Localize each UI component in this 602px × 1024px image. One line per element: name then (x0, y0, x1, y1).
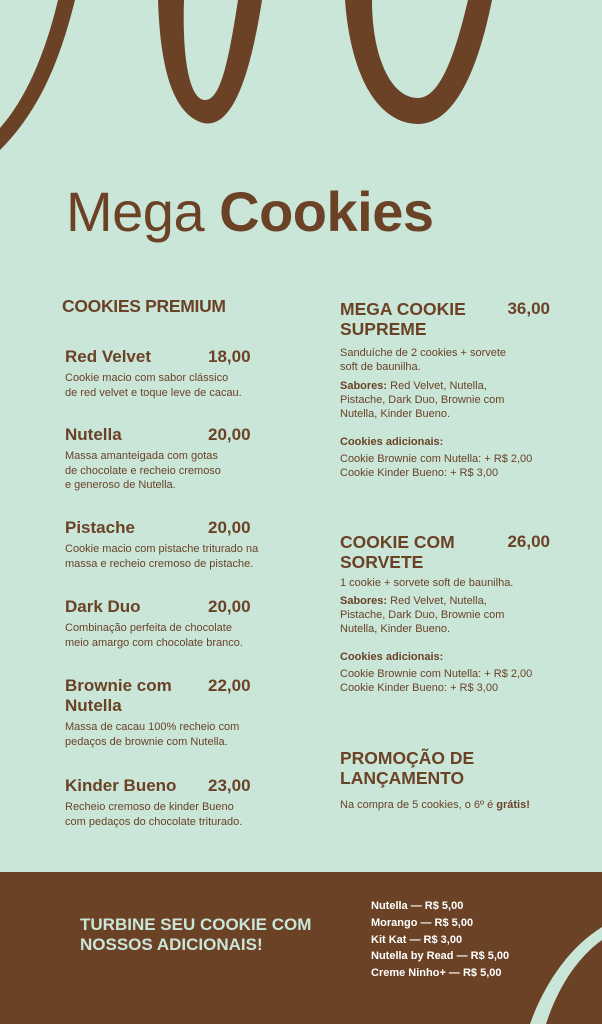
item-desc-line: Recheio cremoso de kinder Bueno (65, 801, 234, 813)
desc-line: 1 cookie + sorvete soft de baunilha. (340, 577, 514, 589)
promo-text-bold: grátis! (496, 799, 530, 811)
menu-item (65, 425, 265, 493)
footer-banner (0, 872, 602, 1024)
item-desc-line: Combinação perfeita de chocolate (65, 622, 232, 634)
item-name: Pistache (65, 518, 135, 537)
promo-section (340, 748, 550, 812)
item-price: 18,00 (208, 347, 251, 366)
item-desc-line: de chocolate e recheio cremoso (65, 464, 221, 477)
menu-item (65, 518, 265, 571)
item-price: 20,00 (208, 425, 251, 444)
menu-item (65, 776, 265, 829)
item-name: Dark Duo (65, 597, 141, 616)
item-name: Red Velvet (65, 347, 151, 366)
item-desc-line: e generoso de Nutella. (65, 479, 176, 491)
menu-item (65, 676, 265, 749)
flavors-line: Pistache, Dark Duo, Brownie com (340, 394, 505, 406)
menu-item (65, 597, 265, 650)
item-desc-line: Massa amanteigada com gotas (65, 450, 218, 462)
promo-title: PROMOÇÃO DE LANÇAMENTO (340, 748, 475, 788)
item-desc-line: Cookie macio com pistache triturado na (65, 543, 259, 555)
item-desc-line: pedaços de brownie com Nutella. (65, 735, 228, 748)
item-price: 20,00 (208, 597, 251, 616)
sorvete-flavors (340, 594, 550, 636)
flavors-line: Red Velvet, Nutella, (387, 595, 487, 607)
item-price: 20,00 (208, 518, 251, 537)
item-desc (65, 449, 265, 493)
sorvete-price: 26,00 (507, 532, 550, 551)
item-desc (65, 800, 265, 829)
item-price: 22,00 (208, 676, 251, 695)
footer-title: TURBINE SEU COOKIE COM NOSSOS ADICIONAIS! (80, 915, 312, 954)
addon-item: Nutella by Read — R$ 5,00 (371, 950, 510, 963)
extras-label: Cookies adicionais: (340, 436, 444, 448)
sorvete-title: COOKIE COM SORVETE (340, 532, 455, 572)
item-desc-line: Cookie macio com sabor clássico (65, 372, 229, 384)
sorvete-desc (340, 576, 550, 590)
item-desc (65, 720, 265, 749)
item-desc-line: meio amargo com chocolate branco. (65, 636, 243, 649)
item-price: 23,00 (208, 776, 251, 795)
supreme-price: 36,00 (507, 299, 550, 318)
flavors-line: Nutella, Kinder Bueno. (340, 623, 451, 635)
addon-item: Creme Ninho+ — R$ 5,00 (371, 967, 502, 980)
item-name: Kinder Bueno (65, 776, 177, 795)
flavors-line: Pistache, Dark Duo, Brownie com (340, 609, 505, 621)
supreme-title: MEGA COOKIE SUPREME (340, 299, 466, 339)
item-desc-line: de red velvet e toque leve de cacau. (65, 386, 242, 399)
desc-line: soft de baunilha. (340, 361, 421, 373)
supreme-section (340, 299, 550, 480)
addon-item: Nutella — R$ 5,00 (371, 900, 464, 912)
flavors-label: Sabores: (340, 595, 388, 607)
title-bold: Cookies (219, 180, 434, 243)
promo-text-main: Na compra de 5 cookies, o 6º é (340, 799, 497, 811)
item-desc-line: massa e recheio cremoso de pistache. (65, 557, 254, 570)
logo-swirl-decoration (0, 0, 602, 180)
item-name: Nutella (65, 425, 122, 444)
extras-line: Cookie Kinder Bueno: + R$ 3,00 (340, 682, 499, 694)
item-desc-line: Massa de cacau 100% recheio com (65, 721, 240, 733)
premium-heading: COOKIES PREMIUM (62, 296, 226, 316)
sorvete-section (340, 532, 550, 695)
supreme-extras (340, 435, 550, 480)
title-light: Mega (66, 180, 205, 243)
flavors-line: Red Velvet, Nutella, (387, 380, 487, 392)
footer-swirl-decoration (0, 872, 602, 1024)
desc-line: Sanduíche de 2 cookies + sorvete (340, 347, 507, 359)
extras-line: Cookie Brownie com Nutella: + R$ 2,00 (340, 668, 533, 680)
supreme-desc (340, 346, 550, 374)
item-desc (65, 542, 265, 571)
flavors-label: Sabores: (340, 380, 388, 392)
supreme-flavors (340, 379, 550, 421)
item-desc (65, 371, 265, 400)
extras-line: Cookie Brownie com Nutella: + R$ 2,00 (340, 453, 533, 465)
sorvete-extras (340, 650, 550, 695)
addon-item: Kit Kat — R$ 3,00 (371, 933, 463, 946)
promo-text (340, 798, 550, 812)
menu-item (65, 347, 265, 400)
page-title (66, 180, 434, 244)
extras-label: Cookies adicionais: (340, 651, 444, 663)
extras-line: Cookie Kinder Bueno: + R$ 3,00 (340, 467, 499, 479)
flavors-line: Nutella, Kinder Bueno. (340, 408, 451, 420)
item-desc (65, 621, 265, 650)
addon-item: Morango — R$ 5,00 (371, 916, 474, 929)
item-desc-line: com pedaços do chocolate triturado. (65, 815, 243, 828)
item-name: Brownie com Nutella (65, 676, 172, 715)
